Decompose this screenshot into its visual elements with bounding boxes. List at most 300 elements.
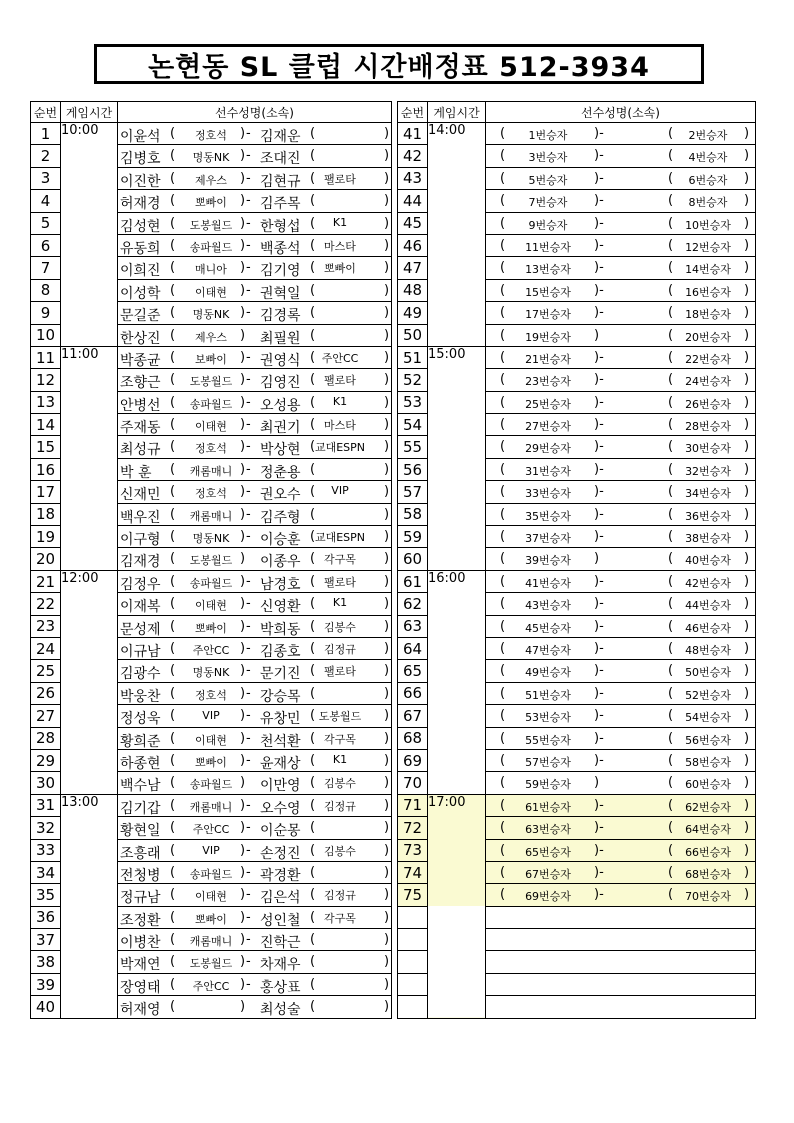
punctuation: ( bbox=[500, 193, 506, 209]
punctuation: ( bbox=[170, 148, 176, 164]
punctuation: ) bbox=[384, 260, 390, 276]
punctuation: ( bbox=[170, 887, 176, 903]
punctuation: ) bbox=[384, 932, 390, 948]
punctuation: ( bbox=[310, 954, 316, 970]
player2-name: 홍상표 bbox=[260, 979, 301, 996]
row-number: 29 bbox=[31, 749, 61, 771]
player2-club: 각구목 bbox=[324, 732, 356, 746]
punctuation: ) bbox=[744, 148, 750, 164]
punctuation: )- bbox=[594, 439, 604, 455]
punctuation: ) bbox=[384, 708, 390, 724]
player-pair bbox=[118, 817, 392, 839]
punctuation: ) bbox=[240, 506, 246, 522]
row-number: 51 bbox=[398, 346, 428, 368]
punctuation: ) bbox=[384, 954, 390, 970]
punctuation: ( bbox=[310, 506, 316, 522]
punctuation: ( bbox=[170, 126, 176, 141]
punctuation: ) bbox=[594, 327, 600, 343]
table-row bbox=[31, 346, 392, 368]
punctuation: ( bbox=[310, 618, 316, 634]
player2-name: 김재운 bbox=[260, 129, 301, 145]
winner2: 28번승자 bbox=[685, 420, 731, 434]
punctuation: ) bbox=[240, 752, 246, 768]
punctuation: ) bbox=[744, 126, 750, 141]
punctuation: - bbox=[246, 663, 251, 679]
punctuation: )- bbox=[594, 596, 604, 612]
player-pair bbox=[118, 727, 392, 749]
player2-name: 박희동 bbox=[260, 621, 301, 638]
player-pair bbox=[118, 190, 392, 212]
player2-club: 마스타 bbox=[324, 239, 356, 253]
row-number: 52 bbox=[398, 369, 428, 391]
player1-name: 박웅찬 bbox=[120, 688, 161, 705]
row-number: 2 bbox=[31, 145, 61, 167]
game-time: 12:00 bbox=[61, 570, 118, 794]
punctuation: )- bbox=[594, 708, 604, 724]
punctuation: - bbox=[246, 484, 251, 500]
punctuation: ) bbox=[240, 999, 246, 1015]
punctuation: ( bbox=[170, 215, 176, 231]
punctuation: ( bbox=[500, 372, 506, 388]
punctuation: ) bbox=[744, 775, 750, 791]
punctuation: ) bbox=[240, 305, 246, 321]
punctuation: ( bbox=[170, 417, 176, 433]
winner2: 48번승자 bbox=[685, 643, 731, 657]
game-time: 11:00 bbox=[61, 346, 118, 570]
player1-club: 명동NK bbox=[192, 532, 230, 546]
schedule-table-left bbox=[30, 101, 392, 1019]
punctuation: ) bbox=[594, 775, 600, 791]
winner-pair bbox=[486, 637, 756, 659]
player1-name: 이성학 bbox=[120, 285, 161, 302]
punctuation: ( bbox=[500, 685, 506, 701]
winner2: 32번승자 bbox=[685, 464, 731, 478]
punctuation: - bbox=[246, 305, 251, 321]
punctuation: ( bbox=[170, 797, 176, 813]
punctuation: ( bbox=[310, 842, 316, 858]
punctuation: ( bbox=[310, 820, 316, 836]
player1-club: 제우스 bbox=[195, 173, 227, 187]
punctuation: ) bbox=[384, 775, 390, 791]
punctuation: ( bbox=[500, 529, 506, 545]
player2-name: 윤재상 bbox=[260, 755, 301, 772]
winner2: 18번승자 bbox=[685, 308, 731, 322]
punctuation: - bbox=[246, 529, 251, 545]
player1-name: 조정환 bbox=[120, 912, 161, 929]
player1-name: 허재경 bbox=[120, 196, 161, 213]
player2-name: 곽경환 bbox=[260, 867, 301, 884]
table-row bbox=[398, 794, 756, 816]
punctuation: ) bbox=[384, 461, 390, 477]
player1-club: 정호석 bbox=[195, 442, 227, 456]
row-number: 56 bbox=[398, 458, 428, 480]
punctuation: ( bbox=[170, 529, 176, 545]
player2-name: 문기진 bbox=[260, 666, 301, 683]
player2-name: 김현규 bbox=[260, 173, 301, 190]
punctuation: ) bbox=[384, 797, 390, 813]
row-number bbox=[398, 929, 428, 951]
player2-club: 김정규 bbox=[324, 889, 356, 903]
winner1: 69번승자 bbox=[525, 890, 571, 904]
punctuation: - bbox=[246, 506, 251, 522]
player1-name: 이병찬 bbox=[120, 935, 161, 951]
row-number: 12 bbox=[31, 369, 61, 391]
winner1: 9번승자 bbox=[528, 218, 568, 232]
punctuation: ( bbox=[310, 864, 316, 880]
row-number: 40 bbox=[31, 996, 61, 1018]
row-number: 15 bbox=[31, 436, 61, 458]
punctuation: ) bbox=[744, 529, 750, 545]
winner2: 44번승자 bbox=[685, 599, 731, 613]
punctuation: ( bbox=[310, 170, 316, 186]
punctuation: ( bbox=[170, 484, 176, 500]
winner-pair bbox=[486, 234, 756, 256]
punctuation: ( bbox=[500, 864, 506, 880]
punctuation: ) bbox=[384, 305, 390, 321]
punctuation: ) bbox=[240, 282, 246, 298]
row-number: 11 bbox=[31, 346, 61, 368]
punctuation: - bbox=[246, 282, 251, 298]
row-number: 19 bbox=[31, 526, 61, 548]
punctuation: - bbox=[246, 417, 251, 433]
player1-club: 이태현 bbox=[195, 890, 227, 904]
game-time: 16:00 bbox=[428, 570, 486, 794]
punctuation: ( bbox=[170, 932, 176, 948]
row-number: 35 bbox=[31, 884, 61, 906]
player2-name: 천석환 bbox=[260, 733, 301, 750]
punctuation: ( bbox=[170, 618, 176, 634]
row-number: 42 bbox=[398, 145, 428, 167]
winner1: 41번승자 bbox=[525, 576, 571, 590]
row-number: 50 bbox=[398, 324, 428, 346]
player2-club: 김정규 bbox=[324, 799, 356, 813]
row-number: 17 bbox=[31, 481, 61, 503]
punctuation: ( bbox=[170, 573, 176, 589]
punctuation: ) bbox=[384, 685, 390, 701]
player2-name: 이승훈 bbox=[260, 532, 301, 548]
punctuation: ( bbox=[668, 126, 674, 141]
punctuation: ( bbox=[310, 394, 316, 410]
punctuation: )- bbox=[594, 349, 604, 365]
punctuation: ( bbox=[170, 708, 176, 724]
punctuation: ( bbox=[170, 640, 176, 656]
winner1: 15번승자 bbox=[525, 285, 571, 299]
punctuation: )- bbox=[594, 842, 604, 858]
player1-club: 이태현 bbox=[195, 420, 227, 434]
winner2: 52번승자 bbox=[685, 688, 731, 702]
row-number: 47 bbox=[398, 257, 428, 279]
punctuation: ) bbox=[384, 842, 390, 858]
row-number: 63 bbox=[398, 615, 428, 637]
punctuation: ) bbox=[744, 484, 750, 500]
player1-name: 조흥래 bbox=[120, 845, 161, 862]
winner-pair bbox=[486, 772, 756, 794]
player-pair bbox=[118, 391, 392, 413]
player-pair bbox=[118, 346, 392, 368]
winner2: 6번승자 bbox=[688, 173, 728, 187]
player-pair bbox=[118, 660, 392, 682]
punctuation: ( bbox=[310, 417, 316, 433]
punctuation: ( bbox=[500, 842, 506, 858]
punctuation: )- bbox=[594, 506, 604, 522]
punctuation: ) bbox=[384, 394, 390, 410]
player-pair bbox=[118, 861, 392, 883]
punctuation: ( bbox=[310, 215, 316, 231]
row-number: 61 bbox=[398, 570, 428, 592]
punctuation: ) bbox=[384, 170, 390, 186]
player1-club: 이태현 bbox=[195, 285, 227, 299]
player1-club: 송파월드 bbox=[189, 778, 233, 792]
player2-club: 김봉수 bbox=[324, 777, 356, 791]
punctuation: ( bbox=[668, 730, 674, 746]
player2-name: 한형섭 bbox=[260, 218, 301, 235]
punctuation: ) bbox=[240, 685, 246, 701]
winner2: 20번승자 bbox=[685, 330, 731, 344]
player-pair bbox=[118, 615, 392, 637]
winner1: 55번승자 bbox=[525, 733, 571, 747]
row-number: 65 bbox=[398, 660, 428, 682]
punctuation: - bbox=[246, 932, 251, 948]
header-no: 순번 bbox=[31, 102, 61, 123]
player1-club: 캐롬매니 bbox=[189, 509, 233, 523]
punctuation: ) bbox=[240, 237, 246, 253]
punctuation: ) bbox=[240, 932, 246, 948]
player-pair bbox=[118, 234, 392, 256]
punctuation: ( bbox=[668, 529, 674, 545]
punctuation: ( bbox=[668, 215, 674, 231]
player1-club: 뽀빠이 bbox=[195, 755, 227, 769]
row-number: 41 bbox=[398, 123, 428, 145]
punctuation: ) bbox=[384, 909, 390, 925]
punctuation: ) bbox=[744, 573, 750, 589]
winner2: 12번승자 bbox=[685, 240, 731, 254]
punctuation: ) bbox=[384, 193, 390, 209]
player2-name: 김영진 bbox=[260, 375, 301, 392]
punctuation: ) bbox=[240, 461, 246, 477]
player1-name: 이희진 bbox=[120, 263, 161, 280]
player2-club: 김정규 bbox=[324, 642, 356, 656]
winner-pair bbox=[486, 861, 756, 883]
punctuation: ( bbox=[310, 663, 316, 679]
punctuation: ) bbox=[240, 730, 246, 746]
winner1: 53번승자 bbox=[525, 711, 571, 725]
row-number: 49 bbox=[398, 302, 428, 324]
punctuation: )- bbox=[594, 282, 604, 298]
player2-name: 김경록 bbox=[260, 308, 301, 325]
player2-club: K1 bbox=[332, 596, 348, 610]
winner-pair bbox=[486, 503, 756, 525]
player1-club: 주안CC bbox=[192, 823, 230, 837]
punctuation: ) bbox=[744, 461, 750, 477]
punctuation: ( bbox=[170, 730, 176, 746]
punctuation: ) bbox=[744, 551, 750, 567]
punctuation: ( bbox=[310, 797, 316, 813]
punctuation: - bbox=[246, 193, 251, 209]
punctuation: ( bbox=[500, 708, 506, 724]
punctuation: ( bbox=[310, 999, 316, 1015]
winner-pair bbox=[486, 570, 756, 592]
player2-club: 교대ESPN bbox=[314, 531, 366, 545]
row-number: 9 bbox=[31, 302, 61, 324]
punctuation: ) bbox=[744, 640, 750, 656]
player-pair bbox=[118, 637, 392, 659]
winner-pair bbox=[486, 973, 756, 995]
winner-pair bbox=[486, 615, 756, 637]
player1-club: 정호석 bbox=[195, 688, 227, 702]
player1-club: 송파월드 bbox=[189, 397, 233, 411]
punctuation: ) bbox=[744, 708, 750, 724]
player2-club: K1 bbox=[332, 215, 348, 229]
player1-club: 주안CC bbox=[192, 643, 230, 657]
winner1: 3번승자 bbox=[528, 151, 568, 165]
punctuation: ( bbox=[310, 573, 316, 589]
row-number: 58 bbox=[398, 503, 428, 525]
punctuation: ) bbox=[240, 909, 246, 925]
winner1: 11번승자 bbox=[525, 240, 571, 254]
punctuation: ( bbox=[668, 640, 674, 656]
punctuation: ) bbox=[744, 752, 750, 768]
punctuation: )- bbox=[594, 305, 604, 321]
player1-name: 장영태 bbox=[120, 979, 161, 996]
row-number: 34 bbox=[31, 861, 61, 883]
punctuation: ) bbox=[240, 193, 246, 209]
player2-name: 김은석 bbox=[260, 890, 301, 907]
punctuation: ) bbox=[240, 417, 246, 433]
punctuation: - bbox=[246, 640, 251, 656]
punctuation: ( bbox=[170, 864, 176, 880]
player-pair bbox=[118, 369, 392, 391]
punctuation: ( bbox=[668, 685, 674, 701]
winner2: 36번승자 bbox=[685, 509, 731, 523]
row-number: 36 bbox=[31, 906, 61, 928]
punctuation: ) bbox=[384, 529, 390, 545]
punctuation: ( bbox=[668, 282, 674, 298]
player-pair bbox=[118, 929, 392, 951]
punctuation: ) bbox=[744, 193, 750, 209]
punctuation: ) bbox=[384, 148, 390, 164]
player2-name: 권혁일 bbox=[260, 285, 301, 302]
player-pair bbox=[118, 705, 392, 727]
punctuation: ( bbox=[170, 282, 176, 298]
punctuation: - bbox=[246, 752, 251, 768]
player1-name: 전청병 bbox=[120, 867, 161, 884]
punctuation: ( bbox=[170, 170, 176, 186]
winner2: 66번승자 bbox=[685, 845, 731, 859]
row-number: 46 bbox=[398, 234, 428, 256]
punctuation: ( bbox=[668, 237, 674, 253]
winner-pair bbox=[486, 817, 756, 839]
row-number bbox=[398, 951, 428, 973]
player2-club: 각구목 bbox=[324, 553, 356, 567]
player1-club: 뽀빠이 bbox=[195, 196, 227, 210]
punctuation: ( bbox=[310, 909, 316, 925]
winner2: 50번승자 bbox=[685, 666, 731, 680]
player1-name: 백우진 bbox=[120, 509, 161, 526]
punctuation: ( bbox=[668, 618, 674, 634]
player2-club: 김봉수 bbox=[324, 844, 356, 858]
punctuation: ( bbox=[310, 439, 316, 455]
player-pair bbox=[118, 436, 392, 458]
player2-name: 남경호 bbox=[260, 576, 301, 593]
winner2: 30번승자 bbox=[685, 442, 731, 456]
player1-name: 이재복 bbox=[120, 599, 161, 616]
player1-club: 이태현 bbox=[195, 733, 227, 747]
player1-club: 매니아 bbox=[195, 263, 227, 277]
punctuation: ) bbox=[384, 126, 390, 141]
winner-pair bbox=[486, 167, 756, 189]
player1-name: 이진한 bbox=[120, 173, 161, 190]
punctuation: - bbox=[246, 954, 251, 970]
player1-club: 주안CC bbox=[192, 979, 230, 993]
player1-name: 하종현 bbox=[120, 755, 161, 772]
punctuation: ) bbox=[744, 685, 750, 701]
punctuation: ( bbox=[170, 394, 176, 410]
punctuation: ( bbox=[310, 327, 316, 343]
punctuation: ( bbox=[170, 954, 176, 970]
player2-club: 각구목 bbox=[324, 911, 356, 925]
player2-club: 팰로타 bbox=[324, 575, 356, 589]
player2-name: 권영식 bbox=[260, 352, 301, 369]
punctuation: ( bbox=[500, 775, 506, 791]
player2-club: 팰로타 bbox=[324, 374, 356, 388]
punctuation: - bbox=[246, 170, 251, 186]
punctuation: ( bbox=[310, 640, 316, 656]
game-time: 15:00 bbox=[428, 346, 486, 570]
punctuation: ) bbox=[240, 484, 246, 500]
punctuation: ( bbox=[500, 752, 506, 768]
winner1: 31번승자 bbox=[525, 464, 571, 478]
punctuation: )- bbox=[594, 484, 604, 500]
punctuation: ( bbox=[170, 349, 176, 365]
player2-name: 조대진 bbox=[260, 151, 301, 168]
row-number: 37 bbox=[31, 929, 61, 951]
winner-pair bbox=[486, 481, 756, 503]
punctuation: ) bbox=[744, 730, 750, 746]
winner1: 49번승자 bbox=[525, 666, 571, 680]
punctuation: ( bbox=[668, 596, 674, 612]
game-time: 17:00 bbox=[428, 794, 486, 1018]
player-pair bbox=[118, 167, 392, 189]
punctuation: ) bbox=[384, 596, 390, 612]
player2-name: 권오수 bbox=[260, 487, 301, 504]
winner1: 43번승자 bbox=[525, 599, 571, 613]
row-number: 60 bbox=[398, 548, 428, 570]
winner-pair bbox=[486, 951, 756, 973]
punctuation: ) bbox=[744, 170, 750, 186]
player-pair bbox=[118, 279, 392, 301]
player-pair bbox=[118, 973, 392, 995]
table-row bbox=[31, 123, 392, 145]
winner-pair bbox=[486, 391, 756, 413]
row-number: 38 bbox=[31, 951, 61, 973]
punctuation: ) bbox=[744, 663, 750, 679]
winner2: 42번승자 bbox=[685, 576, 731, 590]
punctuation: ) bbox=[384, 752, 390, 768]
player1-club: VIP bbox=[202, 843, 220, 857]
punctuation: ( bbox=[668, 887, 674, 903]
player2-name: 오성용 bbox=[260, 397, 301, 414]
player2-club: 김봉수 bbox=[324, 620, 356, 634]
winner1: 13번승자 bbox=[525, 263, 571, 277]
player1-name: 주재동 bbox=[120, 420, 161, 436]
winner2: 56번승자 bbox=[685, 733, 731, 747]
punctuation: ( bbox=[500, 640, 506, 656]
punctuation: ( bbox=[668, 775, 674, 791]
player-pair bbox=[118, 212, 392, 234]
punctuation: - bbox=[246, 349, 251, 365]
punctuation: ) bbox=[240, 976, 246, 992]
punctuation: )- bbox=[594, 618, 604, 634]
